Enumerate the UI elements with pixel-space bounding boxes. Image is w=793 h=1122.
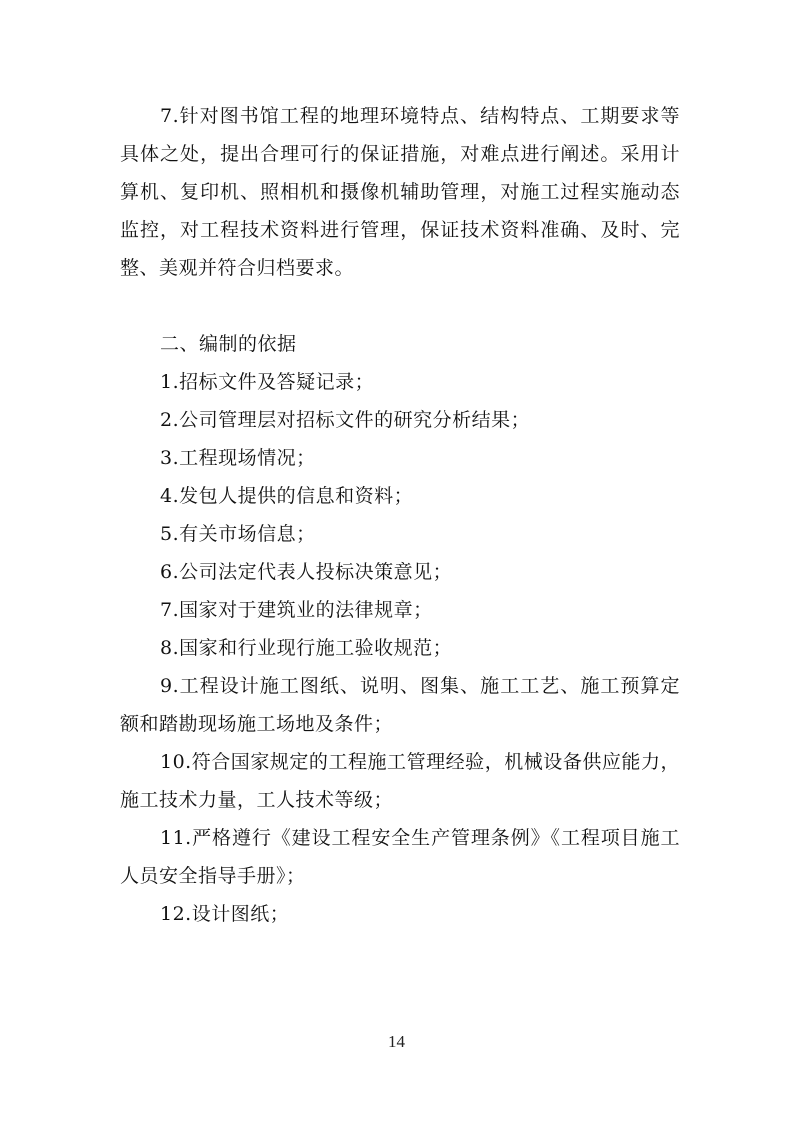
basis-item-12: 12.设计图纸； <box>160 903 290 925</box>
page-number: 14 <box>388 1032 405 1051</box>
basis-item-3: 3.工程现场情况； <box>160 447 316 469</box>
section-spacer <box>120 287 680 325</box>
intro-paragraph: 7.针对图书馆工程的地理环境特点、结构特点、工期要求等具体之处，提出合理可行的保证措施，对难点进行阐述。采用计算机、复印机、照相机和摄像机辅助管理，对施工过程实施动态监控，对工程技术资料进行管理，保证技术资料准确、及时、完整、美观并符合归档要求。 <box>120 105 680 279</box>
basis-item-11: 11.严格遵行《建设工程安全生产管理条例》《工程项目施工人员安全指导手册》； <box>120 827 680 887</box>
basis-item-9: 9.工程设计施工图纸、说明、图集、施工工艺、施工预算定额和踏勘现场施工场地及条件； <box>120 675 680 735</box>
basis-item-7: 7.国家对于建筑业的法律规章； <box>160 599 433 621</box>
basis-item-2: 2.公司管理层对招标文件的研究分析结果； <box>160 409 531 431</box>
basis-item-6: 6.公司法定代表人投标决策意见； <box>160 561 453 583</box>
basis-item-4: 4.发包人提供的信息和资料； <box>160 485 414 507</box>
basis-item-1: 1.招标文件及答疑记录； <box>160 371 375 393</box>
basis-item-5: 5.有关市场信息； <box>160 523 316 545</box>
page-content <box>120 97 680 933</box>
basis-item-10: 10.符合国家规定的工程施工管理经验，机械设备供应能力，施工技术力量，工人技术等级； <box>120 751 680 811</box>
section-title: 二、编制的依据 <box>160 333 297 355</box>
basis-item-8: 8.国家和行业现行施工验收规范； <box>160 637 453 659</box>
